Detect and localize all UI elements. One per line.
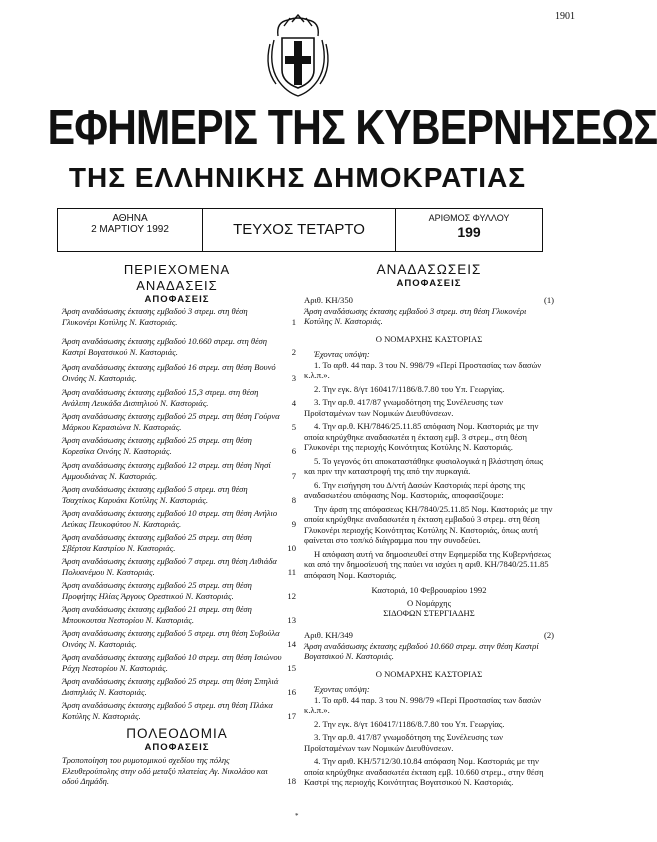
decision-1-signer-title: Ο Νομάρχης <box>407 597 451 608</box>
coat-of-arms-icon <box>262 14 334 98</box>
decision-2-num: (2) <box>543 630 554 640</box>
decision-1-p3: 3. Την αρ.θ. 417/87 γνωμοδότηση της Συνέλευσης των Προϊσταμένων των Νομικών Διευθύνσεων. <box>304 397 504 418</box>
toc-item: Άρση αναδάσωσης έκτασης εμβαδού 15,3 στρεμ. στη θέση Ανάλιπη Λευκάδα Δισπηλιού Ν. Καστοριάς. 4 <box>62 387 296 408</box>
toc-item: Άρση αναδάσωσης έκτασης εμβαδού 3 στρεμ. στη θέση Γλυκονέρι Κοτύλης Ν. Καστοριάς. 1 <box>62 306 296 327</box>
decision-2-ref: Αριθ. ΚΗ/349 <box>304 630 353 640</box>
issue-header-box <box>57 208 543 252</box>
gazette-subtitle: ΤΗΣ ΕΛΛΗΝΙΚΗΣ ΔΗΜΟΚΡΑΤΙΑΣ <box>68 162 527 193</box>
toc-item: Άρση αναδάσωσης έκτασης εμβαδού 10 στρεμ. στη θέση Ισιώνου Ράχη Νεστορίου Ν. Καστοριάς. 15 <box>62 652 296 673</box>
decision-2-authority: Ο ΝΟΜΑΡΧΗΣ ΚΑΣΤΟΡΙΑΣ <box>375 668 483 679</box>
decision-2 <box>304 630 554 788</box>
toc-item: Άρση αναδάσωσης έκτασης εμβαδού 25 στρεμ. στη θέση Σβέρτσα Καστρίου Ν. Καστοριάς. 10 <box>62 532 296 553</box>
toc-section-poleodomia: ΠΟΛΕΟΔΟΜΙΑ <box>126 726 228 741</box>
bottom-asterisk: * <box>295 812 299 820</box>
toc-item: Άρση αναδάσωσης έκτασης εμβαδού 25 στρεμ. στη θέση Σπηλιά Δισπηλιάς Ν. Καστοριάς. 16 <box>62 676 296 697</box>
decision-2-p2: 2. Την εγκ. 8/γτ 160417/1186/8.7.80 του Υπ. Γεωργίας. <box>314 718 505 729</box>
decision-1-authority: Ο ΝΟΜΑΡΧΗΣ ΚΑΣΤΟΡΙΑΣ <box>375 333 483 344</box>
decision-1-place-date: Καστοριά, 10 Φεβρουαρίου 1992 <box>371 585 487 595</box>
toc-item: Άρση αναδάσωσης έκτασης εμβαδού 25 στρεμ. στη θέση Προφήτης Ηλίας Άργους Ορεστικού Ν. Καστοριάς. 12 <box>62 580 296 601</box>
toc-item: Άρση αναδάσωσης έκτασης εμβαδού 5 στρεμ. στη θέση Συβούλα Οινόης Ν. Καστοριάς. 14 <box>62 628 296 649</box>
toc-item: Άρση αναδάσωσης έκτασης εμβαδού 10 στρεμ. στη θέση Ανήλιο Λεύκας Πευκοφύτου Ν. Καστοριάς. 9 <box>62 508 296 529</box>
decision-1-num: (1) <box>543 295 554 305</box>
decision-1-ref: Αριθ. ΚΗ/350 <box>304 295 353 305</box>
decision-2-p1: 1. Το αρθ. 44 παρ. 3 του Ν. 998/79 «Περί Προστασίας των δασών κ.λ.π.». <box>304 694 542 715</box>
issue-type: ΤΕΥΧΟΣ ΤΕΤΑΡΤΟ <box>203 209 396 251</box>
section-anadasoseis: ΑΝΑΔΑΣΩΣΕΙΣ <box>376 262 482 277</box>
decision-1-having: Έχοντας υπόψη: <box>314 349 370 359</box>
toc-item: Άρση αναδάσωσης έκτασης εμβαδού 5 στρεμ. στη θέση Πλάκα Κοτύλης Ν. Καστοριάς. 17 <box>62 700 296 721</box>
toc-item: Άρση αναδάσωσης έκτασης εμβαδού 7 στρεμ. στη θέση Λιθιάδα Πολυανέμου Ν. Καστοριάς. 11 <box>62 556 296 577</box>
issue-date: 2 ΜΑΡΤΙΟΥ 1992 <box>91 224 169 235</box>
decision-1-p5: 5. Το γεγονός ότι αποκαταστάθηκε φυσιολογικά η βλάστηση όπως και πριν την καταστροφή της από την πυρκαγιά. <box>304 455 544 476</box>
decision-1-p1: 1. Το αρθ. 44 παρ. 3 του Ν. 998/79 «Περί Προστασίας των δασών κ.λ.π.». <box>304 359 542 380</box>
toc-subsection-apofaseis: ΑΠΟΦΑΣΕΙΣ <box>144 294 210 305</box>
subsection-apofaseis: ΑΠΟΦΑΣΕΙΣ <box>396 278 462 289</box>
decision-1-p4: 4. Την αρ.θ. ΚΗ/7846/25.11.85 απόφαση Νομ. Καστοριάς με την οποία κηρύχθηκε αναδασωτέα η έκταση εμβ. 3 στρεμ., στη θέση Γλυκονέρι της περιοχής Κοινότητας Κοτύλης Ν. Καστοριάς. <box>304 421 539 452</box>
toc-item: Άρση αναδάσωσης έκτασης εμβαδού 5 στρεμ. στη θέση Τσαχτίκος Καρυάκι Κοτύλης Ν. Καστοριάς. 8 <box>62 484 296 505</box>
toc-heading: ΠΕΡΙΕΧΟΜΕΝΑ <box>123 262 231 277</box>
decision-2-p4: 4. Την αριθ. ΚΗ/5712/30.10.84 απόφαση Νομ. Καστοριάς με την οποία κηρύχθηκε αναδασωτέα έκταση εμβ. 10.660 στρεμ., στην θέση Καστρί της περιοχής Κοινότητας Βογατσικού Ν. Καστοριάς. <box>304 756 544 787</box>
decision-1-signer-name: ΣΙΔΟΦΩΝ ΣΤΕΡΓΙΑΔΗΣ <box>383 608 475 618</box>
decision-1-p6: 6. Την εισήγηση του Δ/ντή Δασών Καστοριάς περί άρσης της αναδασωτέου απόφασης Νομ. Καστοριάς, αποφασίζουμε: <box>304 479 525 500</box>
toc-item: Άρση αναδάσωσης έκτασης εμβαδού 16 στρεμ. στη θέση Βουνό Οινόης Ν. Καστοριάς. 3 <box>62 362 296 383</box>
issue-city: ΑΘΗΝΑ <box>112 213 148 224</box>
decision-1-ref-line <box>304 295 554 306</box>
toc-item: Άρση αναδάσωσης έκτασης εμβαδού 25 στρεμ. στη θέση Γούρνα Μάρκου Κερασιώνα Ν. Καστοριάς. 5 <box>62 411 296 432</box>
decision-2-subject: Άρση αναδάσωσης έκτασης εμβαδού 10.660 στρεμ. στην θέση Καστρί Βογατσικού Ν. Καστοριάς. <box>304 640 539 661</box>
issue-place-date <box>58 209 203 251</box>
decision-1-subject: Άρση αναδάσωσης έκτασης εμβαδού 3 στρεμ. στη θέση Γλυκονέρι Κοτύλης Ν. Καστοριάς. <box>304 305 527 326</box>
sheet-label: ΑΡΙΘΜΟΣ ΦΥΛΛΟΥ <box>428 213 510 223</box>
decision-1 <box>304 295 554 619</box>
decision-1-p2: 2. Την εγκ. 8/γτ 160417/1186/8.7.80 του Υπ. Γεωργίας. <box>314 383 505 394</box>
toc-item: Άρση αναδάσωσης έκτασης εμβαδού 25 στρεμ. στη θέση Κορεσίκα Οινόης Ν. Καστοριάς. 6 <box>62 435 296 456</box>
decision-1-decision: Την άρση της απόφασεως ΚΗ/7840/25.11.85 Νομ. Καστοριάς με την οποία κηρύχθηκε αναδασωτέα η έκταση εμβαδού 3 στρεμ. στη θέση Γλυκονέρι περιοχής Κοινότητας Κοτύλης Ν. Καστοριάς, όπως αυτή φαίνεται στο τοπ/κό διάγραμμα που την συνοδεύει. <box>304 503 553 545</box>
toc-section-anadaseis: ΑΝΑΔΑΣΕΙΣ <box>136 278 218 293</box>
sheet-number: 199 <box>457 224 481 240</box>
toc-item: Άρση αναδάσωσης έκτασης εμβαδού 10.660 στρεμ. στη θέση Καστρί Βογατσικού Ν. Καστοριάς. 2 <box>62 336 296 357</box>
decision-1-publish: Η απόφαση αυτή να δημοσιευθεί στην Εφημερίδα της Κυβερνήσεως και από την δημοσίευσή της παύει να ισχύει η αριθ. ΚΗ/7840/25.11.85 απόφαση Νομ. Καστοριάς. <box>304 548 551 580</box>
gazette-title: ΕΦΗΜΕΡΙΣ ΤΗΣ ΚΥΒΕΡΝΗΣΕΩΣ <box>47 101 657 155</box>
toc-item: Τροποποίηση του ρυμοτομικού σχεδίου της πόλης Ελευθερούπολης στην οδό μεταξύ πλατείας Αγ. Νικολάου και οδού Δημάδη. 18 <box>62 755 296 786</box>
decision-2-ref-line <box>304 630 554 641</box>
toc-item: Άρση αναδάσωσης έκτασης εμβαδού 21 στρεμ. στη θέση Μπουκουτσα Νεστορίου Ν. Καστοριάς. 13 <box>62 604 296 625</box>
issue-sheet <box>396 209 542 251</box>
decision-2-having: Έχοντας υπόψη: <box>314 684 370 694</box>
toc-subsection-apofaseis-2: ΑΠΟΦΑΣΕΙΣ <box>144 742 210 753</box>
decision-2-p3: 3. Την αρ.θ. 417/87 γνωμοδότηση της Συνέλευσης των Προϊσταμένων των Νομικών Διευθύνσεων. <box>304 732 504 753</box>
toc-item: Άρση αναδάσωσης έκτασης εμβαδού 12 στρεμ. στη θέση Νησί Αμμουδιάνας Ν. Καστοριάς. 7 <box>62 460 296 481</box>
page-number: 1901 <box>555 11 575 22</box>
